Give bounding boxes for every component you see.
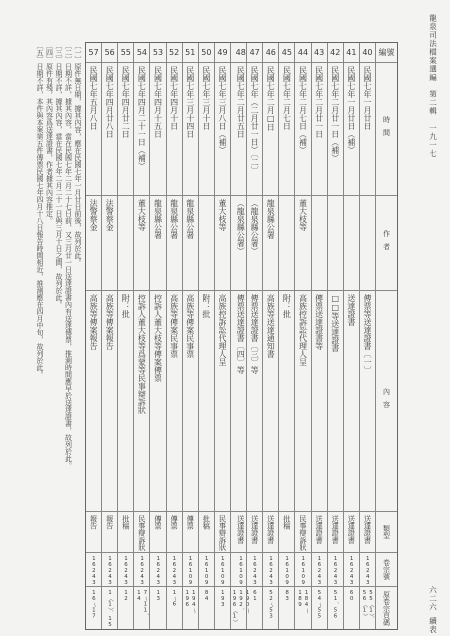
row-file-number: 16243 bbox=[106, 556, 113, 586]
row-code-cell bbox=[118, 587, 133, 629]
row-author-cell bbox=[183, 196, 198, 291]
row-time-cell bbox=[312, 63, 327, 196]
row-time-cell bbox=[150, 63, 165, 196]
row-file-number: 16243 bbox=[155, 556, 162, 586]
row-file-number: 16243 bbox=[123, 556, 130, 586]
row-number: 42 bbox=[330, 48, 341, 57]
row-type-cell bbox=[344, 512, 359, 553]
row-number-cell bbox=[279, 43, 294, 63]
row-file-cell bbox=[199, 553, 214, 587]
row-number-cell bbox=[247, 43, 262, 63]
row-number: 41 bbox=[346, 48, 357, 57]
row-time: 民國七年二月七日 bbox=[282, 66, 292, 130]
row-original-code: 61 bbox=[251, 590, 258, 602]
row-author: 龍泉縣公署 bbox=[185, 199, 195, 239]
footnotes bbox=[6, 42, 82, 602]
row-time: 民國七年（二月廿一日）〔二〕 bbox=[250, 66, 260, 174]
header-type: 類型 bbox=[382, 525, 391, 539]
page-footer bbox=[426, 586, 440, 634]
row-author-cell bbox=[134, 196, 149, 291]
row-content-cell bbox=[279, 291, 294, 512]
row-author-cell bbox=[328, 196, 343, 291]
table-row bbox=[311, 43, 327, 629]
row-file-number: 16243 bbox=[90, 556, 97, 586]
row-original-code: 184～189 bbox=[297, 590, 310, 614]
row-number: 49 bbox=[217, 48, 228, 57]
header-file: 卷宗號 bbox=[382, 559, 391, 580]
row-time: 民國七年二月廿一日（補） bbox=[330, 66, 340, 162]
row-content-cell bbox=[118, 291, 133, 512]
row-time: 民國七年四月二十一日（補） bbox=[137, 66, 147, 170]
header-time: 時間 bbox=[382, 116, 391, 142]
row-type-cell bbox=[102, 512, 117, 553]
row-time-cell bbox=[328, 63, 343, 196]
header-content: 內容 bbox=[382, 388, 391, 414]
row-original-code: 84 bbox=[203, 590, 210, 602]
row-content-cell bbox=[344, 291, 359, 512]
row-type: 送達證書 bbox=[347, 515, 357, 544]
row-file-cell bbox=[167, 553, 182, 587]
header-number-cell bbox=[376, 43, 397, 63]
header-file-cell bbox=[376, 553, 397, 587]
row-time-cell bbox=[86, 63, 101, 196]
table-row bbox=[278, 43, 294, 629]
row-time-cell bbox=[167, 63, 182, 196]
row-code-cell bbox=[263, 587, 278, 629]
row-content-cell bbox=[134, 291, 149, 512]
row-number: 51 bbox=[185, 48, 196, 57]
row-content-cell bbox=[150, 291, 165, 512]
row-code-cell bbox=[247, 587, 262, 629]
row-original-code: 83 bbox=[284, 590, 291, 602]
row-author: 龍泉縣公署 bbox=[266, 199, 276, 239]
row-code-cell bbox=[199, 587, 214, 629]
row-content-cell bbox=[312, 291, 327, 512]
row-number-cell bbox=[295, 43, 310, 63]
row-original-code: 1（1）、15 bbox=[106, 590, 113, 628]
table-row bbox=[262, 43, 278, 629]
row-type: 報告 bbox=[105, 515, 115, 530]
row-time: 民國七年四月廿八日 bbox=[105, 66, 115, 138]
row-author-cell bbox=[167, 196, 182, 291]
row-content-cell bbox=[215, 291, 230, 512]
row-type: 送達證書 bbox=[331, 515, 341, 544]
row-type: 送達證書 bbox=[363, 515, 373, 544]
row-number-cell bbox=[344, 43, 359, 63]
book-volume: 第二輯 bbox=[428, 90, 438, 116]
book-year: 一九一七 bbox=[428, 123, 438, 158]
row-author: 董大枝等 bbox=[137, 199, 147, 231]
row-code-cell bbox=[328, 587, 343, 629]
row-type-cell bbox=[295, 512, 310, 553]
row-code-cell bbox=[312, 587, 327, 629]
row-file-number: 16243 bbox=[251, 556, 258, 586]
row-number: 44 bbox=[297, 48, 309, 57]
row-content: 傳票送達證書等 bbox=[314, 294, 324, 350]
row-original-code: 194～196 bbox=[184, 590, 197, 614]
row-time: 民國七年二月廿一日 bbox=[314, 66, 324, 138]
row-time: 民國七年一月廿日（補） bbox=[346, 66, 356, 154]
table-row bbox=[198, 43, 214, 629]
row-number: 54 bbox=[136, 48, 147, 57]
table-row bbox=[149, 43, 165, 629]
header-code-cell bbox=[376, 587, 397, 629]
row-number: 46 bbox=[265, 48, 276, 57]
row-type: 送達證書 bbox=[266, 515, 276, 544]
row-number-cell bbox=[199, 43, 214, 63]
row-type-cell bbox=[360, 512, 375, 553]
row-type: 送達證書 bbox=[236, 515, 246, 544]
footnote: 〔四〕原件有殘，其內容爲送達證書，作者據其內容推定。 bbox=[45, 42, 54, 224]
row-time-cell bbox=[360, 63, 375, 196]
row-file-number: 16109 bbox=[284, 556, 291, 586]
row-file-number: 16243 bbox=[364, 556, 371, 586]
row-original-code: 16～17 bbox=[90, 590, 97, 620]
row-type: 民事辯訴狀 bbox=[218, 515, 228, 551]
row-number-cell bbox=[183, 43, 198, 63]
row-time-cell bbox=[118, 63, 133, 196]
row-author-cell bbox=[102, 196, 117, 291]
row-content-cell bbox=[328, 291, 343, 512]
row-content: 高族等傳案民事票 bbox=[169, 294, 179, 358]
row-type-cell bbox=[328, 512, 343, 553]
row-number: 50 bbox=[201, 48, 212, 57]
row-number-cell bbox=[167, 43, 182, 63]
row-author-cell bbox=[263, 196, 278, 291]
row-type: 批稿 bbox=[202, 515, 212, 530]
row-original-code: 7～11、14 bbox=[135, 590, 149, 619]
header-author-cell bbox=[376, 196, 397, 291]
row-author: 董大枝等 bbox=[217, 199, 227, 231]
row-time-cell bbox=[183, 63, 198, 196]
row-content: 附：批 bbox=[121, 294, 131, 318]
row-author: 龍泉縣公署 bbox=[169, 199, 179, 239]
row-type-cell bbox=[247, 512, 262, 553]
row-number-cell bbox=[102, 43, 117, 63]
row-type: 傳票 bbox=[186, 515, 196, 530]
row-file-cell bbox=[86, 553, 101, 587]
row-time-cell bbox=[344, 63, 359, 196]
row-number: 53 bbox=[152, 48, 164, 57]
row-code-cell bbox=[183, 587, 198, 629]
row-file-cell bbox=[134, 553, 149, 587]
row-code-cell bbox=[360, 587, 375, 629]
table-row bbox=[166, 43, 182, 629]
row-type: 批稿 bbox=[282, 515, 292, 530]
table-row bbox=[359, 43, 375, 629]
row-file-cell bbox=[102, 553, 117, 587]
row-number: 55 bbox=[120, 48, 131, 57]
row-type: 傳票 bbox=[154, 515, 164, 530]
row-time: 民國七年四月十日 bbox=[169, 66, 179, 130]
row-original-code: 13 bbox=[155, 590, 162, 602]
table-row bbox=[327, 43, 343, 629]
table-row bbox=[343, 43, 359, 629]
row-author-cell bbox=[279, 196, 294, 291]
row-code-cell bbox=[102, 587, 117, 629]
row-content: 高族等傳案報告 bbox=[89, 294, 99, 350]
row-file-cell bbox=[118, 553, 133, 587]
row-time: 民國七年三月十日 bbox=[201, 66, 211, 130]
row-content: 控訴人董大枝等傳案傳票 bbox=[153, 294, 163, 382]
row-file-cell bbox=[183, 553, 198, 587]
row-file-number: 16243 bbox=[332, 556, 339, 586]
row-code-cell bbox=[215, 587, 230, 629]
row-author: 龍泉縣公署 bbox=[153, 199, 163, 239]
row-time-cell bbox=[102, 63, 117, 196]
row-author: 董大枝等 bbox=[298, 199, 308, 231]
row-time: 民國七年三月十四日 bbox=[185, 66, 195, 138]
row-type: 送達證書 bbox=[250, 515, 260, 544]
row-code-cell bbox=[150, 587, 165, 629]
row-type-cell bbox=[86, 512, 101, 553]
row-author-cell bbox=[247, 196, 262, 291]
row-content-cell bbox=[247, 291, 262, 512]
row-original-code: 193 bbox=[219, 590, 226, 608]
row-content: 控訴人董大枝等爲蒙等民事辯訴狀 bbox=[137, 294, 147, 414]
book-title-text: 龍泉司法檔案選編 bbox=[428, 14, 438, 82]
row-type-cell bbox=[312, 512, 327, 553]
row-file-number: 16243 bbox=[316, 556, 323, 586]
row-number-cell bbox=[328, 43, 343, 63]
row-time: 民國七年一月廿日 bbox=[362, 66, 372, 130]
table-row bbox=[246, 43, 262, 629]
row-file-cell bbox=[295, 553, 310, 587]
row-number-cell bbox=[86, 43, 101, 63]
row-content: 高族控訴訟代理人呈 bbox=[298, 294, 308, 366]
row-type-cell bbox=[263, 512, 278, 553]
row-type: 傳票 bbox=[170, 515, 180, 530]
row-number: 47 bbox=[249, 48, 260, 57]
row-type-cell bbox=[215, 512, 230, 553]
row-time: 民國七年四月廿二日 bbox=[121, 66, 131, 138]
row-time: 民國七年二月□日 bbox=[266, 66, 276, 131]
row-file-number: 16109 bbox=[238, 556, 245, 586]
row-original-code: 52～53 bbox=[268, 590, 275, 620]
footnote: 〔五〕日期不詳，本件與本案第五件傳票民國七年四月十八日報告時間相近，推測應在四月中旬，故列於此。 bbox=[36, 42, 44, 378]
row-original-code: 12 bbox=[123, 590, 130, 602]
row-content: 高族等傳案報告 bbox=[105, 294, 115, 350]
row-type-cell bbox=[118, 512, 133, 553]
header-author: 作者 bbox=[382, 230, 391, 256]
row-number-cell bbox=[263, 43, 278, 63]
row-time-cell bbox=[199, 63, 214, 196]
catalog-table bbox=[85, 42, 398, 630]
row-type-cell bbox=[134, 512, 149, 553]
row-author-cell bbox=[86, 196, 101, 291]
footnote: 〔三〕日期不詳，據其內容，當在民國七年二月二十一日與三月十日之間，故列於此。 bbox=[55, 42, 63, 308]
row-file-cell bbox=[263, 553, 278, 587]
row-file-number: 16243 bbox=[348, 556, 355, 586]
header-code: 原卷宗頁碼 bbox=[382, 590, 391, 626]
header-number: 編號 bbox=[378, 48, 395, 57]
row-original-code: 60 bbox=[348, 590, 355, 602]
row-type-cell bbox=[279, 512, 294, 553]
row-file-cell bbox=[150, 553, 165, 587]
row-time: 民國七年四月十五日 bbox=[153, 66, 163, 138]
row-file-cell bbox=[328, 553, 343, 587]
row-file-number: 16243 bbox=[171, 556, 178, 586]
row-number-cell bbox=[215, 43, 230, 63]
row-author: 法警蔡金 bbox=[105, 199, 115, 231]
row-type-cell bbox=[150, 512, 165, 553]
footnote: 〔二〕日期不詳，據其內容，當在民國七年二月二十七日前，又三月廿一日送達證書內有送達傳票，推測時間應早於送達證書，故列於此。 bbox=[64, 42, 73, 469]
table-row bbox=[117, 43, 133, 629]
table-row bbox=[182, 43, 198, 629]
row-author: （龍泉縣公署） bbox=[236, 199, 246, 255]
row-number-cell bbox=[118, 43, 133, 63]
row-content: 高族等送達通知書 bbox=[266, 294, 276, 358]
header-type-cell bbox=[376, 512, 397, 553]
row-content: 附：批 bbox=[201, 294, 211, 318]
row-file-number: 16109 bbox=[300, 556, 307, 586]
row-time-cell bbox=[263, 63, 278, 196]
table-row bbox=[133, 43, 149, 629]
row-content-cell bbox=[167, 291, 182, 512]
row-original-code: 54～55 bbox=[316, 590, 323, 620]
row-time: 民國七年二月七日（補） bbox=[298, 66, 308, 154]
row-author-cell bbox=[312, 196, 327, 291]
row-number: 57 bbox=[88, 48, 99, 57]
table-row bbox=[230, 43, 251, 629]
row-number: 56 bbox=[104, 48, 115, 57]
row-original-code: 190～192、196（1） bbox=[231, 590, 251, 625]
row-file-number: 16243 bbox=[268, 556, 275, 586]
row-time-cell bbox=[247, 63, 262, 196]
row-type: 民事辯訴狀 bbox=[299, 515, 308, 551]
row-time: 民國七年三月八日（補） bbox=[217, 66, 227, 154]
row-content: 附：批 bbox=[282, 294, 292, 318]
row-content: 送達證書 bbox=[346, 294, 356, 326]
row-number: 43 bbox=[314, 48, 325, 57]
row-time-cell bbox=[215, 63, 230, 196]
row-time: 民國七年五月八日 bbox=[89, 66, 99, 130]
row-file-cell bbox=[215, 553, 230, 587]
row-content-cell bbox=[199, 291, 214, 512]
row-code-cell bbox=[134, 587, 149, 629]
row-number: 52 bbox=[169, 48, 180, 57]
row-file-cell bbox=[344, 553, 359, 587]
row-file-cell bbox=[279, 553, 294, 587]
row-time-cell bbox=[279, 63, 294, 196]
row-number: 48 bbox=[235, 48, 246, 57]
row-file-cell bbox=[247, 553, 262, 587]
row-file-number: 16109 bbox=[219, 556, 226, 586]
row-number-cell bbox=[150, 43, 165, 63]
row-type-cell bbox=[199, 512, 214, 553]
table-header bbox=[375, 43, 397, 629]
row-code-cell bbox=[167, 587, 182, 629]
row-type-cell bbox=[167, 512, 182, 553]
continued-label: 續表 bbox=[428, 616, 438, 634]
row-number: 45 bbox=[281, 48, 292, 57]
row-time-cell bbox=[134, 63, 149, 196]
row-author-cell bbox=[360, 196, 375, 291]
row-type: 送達證書 bbox=[315, 515, 325, 544]
row-content: 傳票等送達證書〔一〕 bbox=[362, 294, 372, 374]
row-original-code: 51、56 bbox=[332, 590, 339, 620]
row-original-code: 1～6 bbox=[171, 590, 178, 608]
table-row bbox=[101, 43, 117, 629]
header-time-cell bbox=[376, 63, 397, 196]
row-author-cell bbox=[295, 196, 310, 291]
row-number-cell bbox=[312, 43, 327, 63]
row-number: 40 bbox=[362, 48, 373, 57]
row-author-cell bbox=[199, 196, 214, 291]
row-file-number: 16109 bbox=[203, 556, 210, 586]
row-time: 民國七年二月廿五日 bbox=[236, 66, 246, 138]
row-content: 傳票送達證書〔三〕等 bbox=[250, 294, 260, 374]
row-code-cell bbox=[279, 587, 294, 629]
header-content-cell bbox=[376, 291, 397, 512]
row-number-cell bbox=[134, 43, 149, 63]
row-content-cell bbox=[360, 291, 375, 512]
row-content: 高族控訴訟代理人呈 bbox=[217, 294, 227, 366]
footnote: 〔一〕原件無日期，據其內容，應在民國七年一月廿日前後，故列於此。 bbox=[74, 42, 82, 266]
row-content: □□等送達證書 bbox=[330, 294, 340, 352]
row-author-cell bbox=[150, 196, 165, 291]
row-content-cell bbox=[263, 291, 278, 512]
row-code-cell bbox=[295, 587, 310, 629]
row-file-number: 16109 bbox=[187, 556, 194, 586]
row-author: 法警蔡金 bbox=[89, 199, 99, 231]
row-file-cell bbox=[360, 553, 375, 587]
table-row bbox=[86, 43, 101, 629]
row-content-cell bbox=[295, 291, 310, 512]
row-content-cell bbox=[183, 291, 198, 512]
page-number: 六二六 bbox=[428, 586, 438, 612]
book-title bbox=[426, 14, 440, 158]
row-time-cell bbox=[295, 63, 310, 196]
row-content-cell bbox=[102, 291, 117, 512]
row-content: 傳票送達證書〔四〕等 bbox=[236, 294, 246, 374]
row-number-cell bbox=[360, 43, 375, 63]
row-code-cell bbox=[344, 587, 359, 629]
row-file-number: 16243 bbox=[139, 556, 146, 586]
row-type: 報告 bbox=[89, 515, 99, 530]
row-type-cell bbox=[183, 512, 198, 553]
row-type: 批稿 bbox=[121, 515, 131, 530]
row-author-cell bbox=[118, 196, 133, 291]
row-code-cell bbox=[86, 587, 101, 629]
table-row bbox=[214, 43, 230, 629]
row-content: 高族等傳案民事票 bbox=[185, 294, 195, 358]
row-content-cell bbox=[86, 291, 101, 512]
row-file-cell bbox=[312, 553, 327, 587]
row-type: 民事辯訴狀 bbox=[137, 515, 147, 551]
row-author-cell bbox=[215, 196, 230, 291]
row-original-code: 55（1）、56（1） bbox=[361, 590, 374, 622]
row-author: （龍泉縣公署） bbox=[250, 199, 260, 255]
table-row bbox=[294, 43, 310, 629]
row-author-cell bbox=[344, 196, 359, 291]
